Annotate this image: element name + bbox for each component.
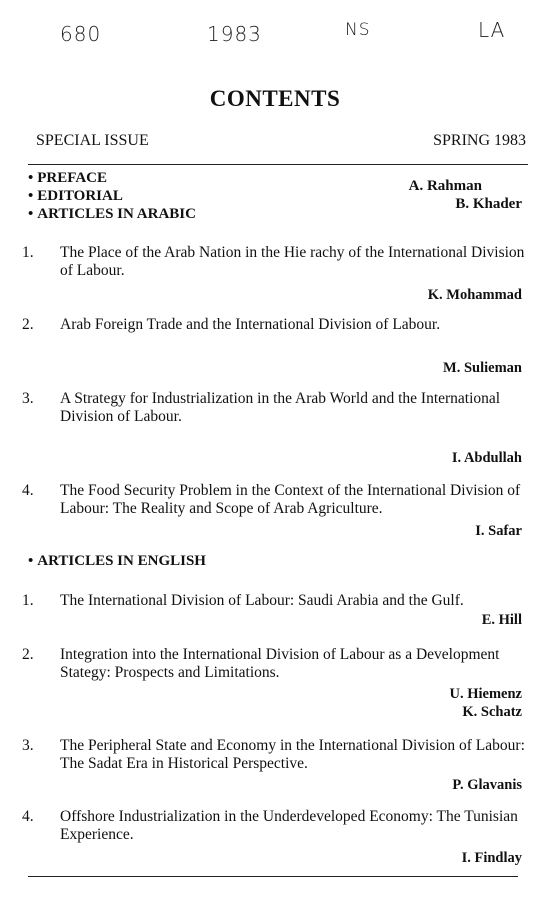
list-item-english-4 [18, 808, 528, 844]
item-title: A Strategy for Industrialization in the Arab World and the International Division of Labour. [60, 390, 501, 425]
item-author: M. Sulieman [443, 360, 522, 376]
issue-date: SPRING 1983 [433, 132, 526, 149]
bullet-icon: • [28, 206, 34, 222]
list-item-arabic-3 [18, 390, 528, 426]
list-item-english-2 [18, 646, 528, 682]
item-author: K. Mohammad [427, 287, 522, 303]
item-author: I. Findlay [461, 850, 522, 866]
top-divider [28, 164, 528, 165]
front-author-2: B. Khader [455, 196, 522, 212]
bullet-icon: • [28, 170, 34, 186]
item-number: 4. [22, 482, 34, 499]
bullet-icon: • [28, 188, 34, 204]
item-author: I. Abdullah [451, 450, 522, 466]
bottom-divider [28, 876, 518, 877]
item-number: 2. [22, 316, 34, 333]
item-number: 3. [22, 737, 34, 754]
bullet-label: EDITORIAL [37, 188, 123, 204]
bullet-articles-arabic [28, 206, 196, 223]
item-author: U. Hiemenz [449, 686, 522, 702]
item-title: Arab Foreign Trade and the International Division of Labour. [60, 316, 441, 333]
item-title: The International Division of Labour: Saudi Arabia and the Gulf. [60, 592, 464, 609]
item-number: 1. [22, 244, 34, 261]
bullet-label: ARTICLES IN ENGLISH [37, 553, 206, 569]
page-title: CONTENTS [209, 86, 341, 111]
item-title: The Peripheral State and Economy in the International Division of Labour: The Sadat Era in Historical Perspective. [60, 737, 525, 772]
list-item-arabic-4 [18, 482, 528, 518]
item-author: E. Hill [481, 612, 522, 628]
item-number: 4. [22, 808, 34, 825]
bullet-icon: • [28, 553, 34, 569]
item-title: The Food Security Problem in the Context of the International Division of Labour: The Reality and Scope of Arab Agriculture. [60, 482, 521, 517]
issue-row [36, 132, 526, 150]
item-title: The Place of the Arab Nation in the Hie rachy of the International Division of Labour. [60, 244, 525, 279]
handwritten-note-4: LA [478, 18, 506, 42]
bullet-editorial [28, 188, 123, 205]
item-author: K. Schatz [462, 704, 522, 720]
bullet-label: ARTICLES IN ARABIC [37, 206, 196, 222]
handwritten-note-1: 680 [60, 22, 102, 46]
bullet-articles-english [28, 553, 206, 570]
item-title: Offshore Industrialization in the Underdeveloped Economy: The Tunisian Experience. [60, 808, 518, 843]
item-author: I. Safar [475, 523, 522, 539]
item-number: 2. [22, 646, 34, 663]
list-item-english-3 [18, 737, 528, 773]
item-title: Integration into the International Division of Labour as a Development Stategy: Prospects and Limitations. [60, 646, 500, 681]
handwritten-note-2: 1983 [207, 22, 262, 46]
item-author: P. Glavanis [452, 777, 522, 793]
issue-label: SPECIAL ISSUE [36, 132, 149, 149]
list-item-english-1 [18, 592, 528, 610]
item-number: 1. [22, 592, 34, 609]
bullet-preface [28, 170, 107, 187]
bullet-label: PREFACE [37, 170, 107, 186]
handwritten-note-3: NS [345, 20, 371, 40]
list-item-arabic-2 [18, 316, 528, 334]
list-item-arabic-1 [18, 244, 528, 280]
front-author-1: A. Rahman [408, 178, 482, 194]
item-number: 3. [22, 390, 34, 407]
